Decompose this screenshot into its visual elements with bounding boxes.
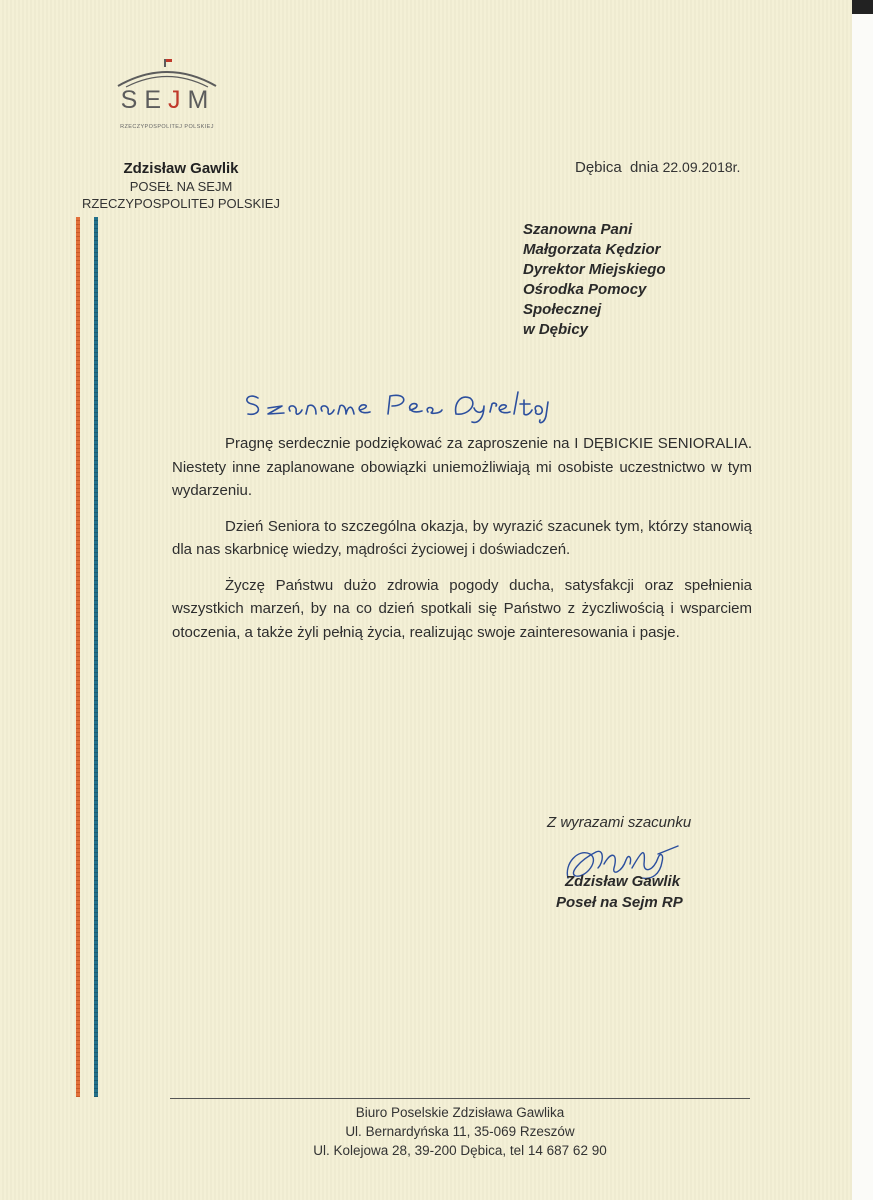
place-date: [575, 159, 740, 176]
closing-phrase: Z wyrazami szacunku: [547, 814, 692, 831]
sender-name: Zdzisław Gawlik: [123, 160, 239, 177]
scan-edge: [852, 0, 873, 1200]
addressee-line: Szanowna Pani: [523, 221, 633, 238]
date-label: dnia: [630, 159, 659, 176]
addressee-line: Małgorzata Kędzior: [523, 241, 661, 258]
body-paragraph: Pragnę serdecznie podziękować za zaproszenie na I DĘBICKIE SENIORALIA. Niestety inne zaplanowane obowiązki uniemożliwiają mi osobiste uczestnictwo w tym wydarzeniu.: [172, 435, 752, 499]
logo-wordmark: SEJM: [120, 86, 216, 114]
signatory-title: Poseł na Sejm RP: [556, 894, 683, 911]
body-paragraph: Życzę Państwu dużo zdrowia pogody ducha, satysfakcji oraz spełnienia wszystkich marzeń, by na co dzień spotkali się Państwo z życzliwością i wsparciem otoczenia, a także żyli pełnią życia, realizując swoje zainteresowania i pasje.: [172, 576, 752, 641]
addressee-line: w Dębicy: [523, 321, 589, 338]
addressee-line: Ośrodka Pomocy: [523, 281, 647, 298]
addressee-line: Dyrektor Miejskiego: [523, 261, 666, 278]
decorative-stripe-teal: [94, 217, 98, 1097]
decorative-stripe-orange: [76, 217, 80, 1097]
addressee-block: [523, 220, 666, 340]
sejm-logo: [112, 56, 222, 136]
footer-divider: [170, 1098, 750, 1099]
place: Dębica: [575, 159, 622, 176]
logo-subtitle: RZECZYPOSPOLITEJ POLSKIEJ: [120, 124, 214, 130]
footer-line-3: Ul. Kolejowa 28, 39-200 Dębica, tel 14 687 62 90: [313, 1143, 607, 1158]
sender-title-line-1: POSEŁ NA SEJM: [129, 179, 233, 194]
date-value: 22.09.2018r.: [662, 159, 741, 175]
body-paragraph: Dzień Seniora to szczególna okazja, by wyrazić szacunek tym, którzy stanowią dla nas skarbnicę wiedzy, mądrości życiowej i doświadczeń.: [172, 517, 752, 558]
footer-address: [170, 1103, 750, 1160]
signatory-name: Zdzisław Gawlik: [565, 873, 681, 890]
sender-block: [56, 160, 306, 211]
footer-line-1: Biuro Poselskie Zdzisława Gawlika: [355, 1105, 565, 1120]
letter-body: [172, 432, 752, 656]
addressee-line: Społecznej: [523, 301, 602, 318]
footer-line-2: Ul. Bernardyńska 11, 35-069 Rzeszów: [345, 1124, 575, 1139]
sender-title-line-2: RZECZYPOSPOLITEJ POLSKIEJ: [82, 196, 280, 211]
handwritten-greeting: [238, 384, 578, 424]
scan-edge-corner: [852, 0, 873, 14]
